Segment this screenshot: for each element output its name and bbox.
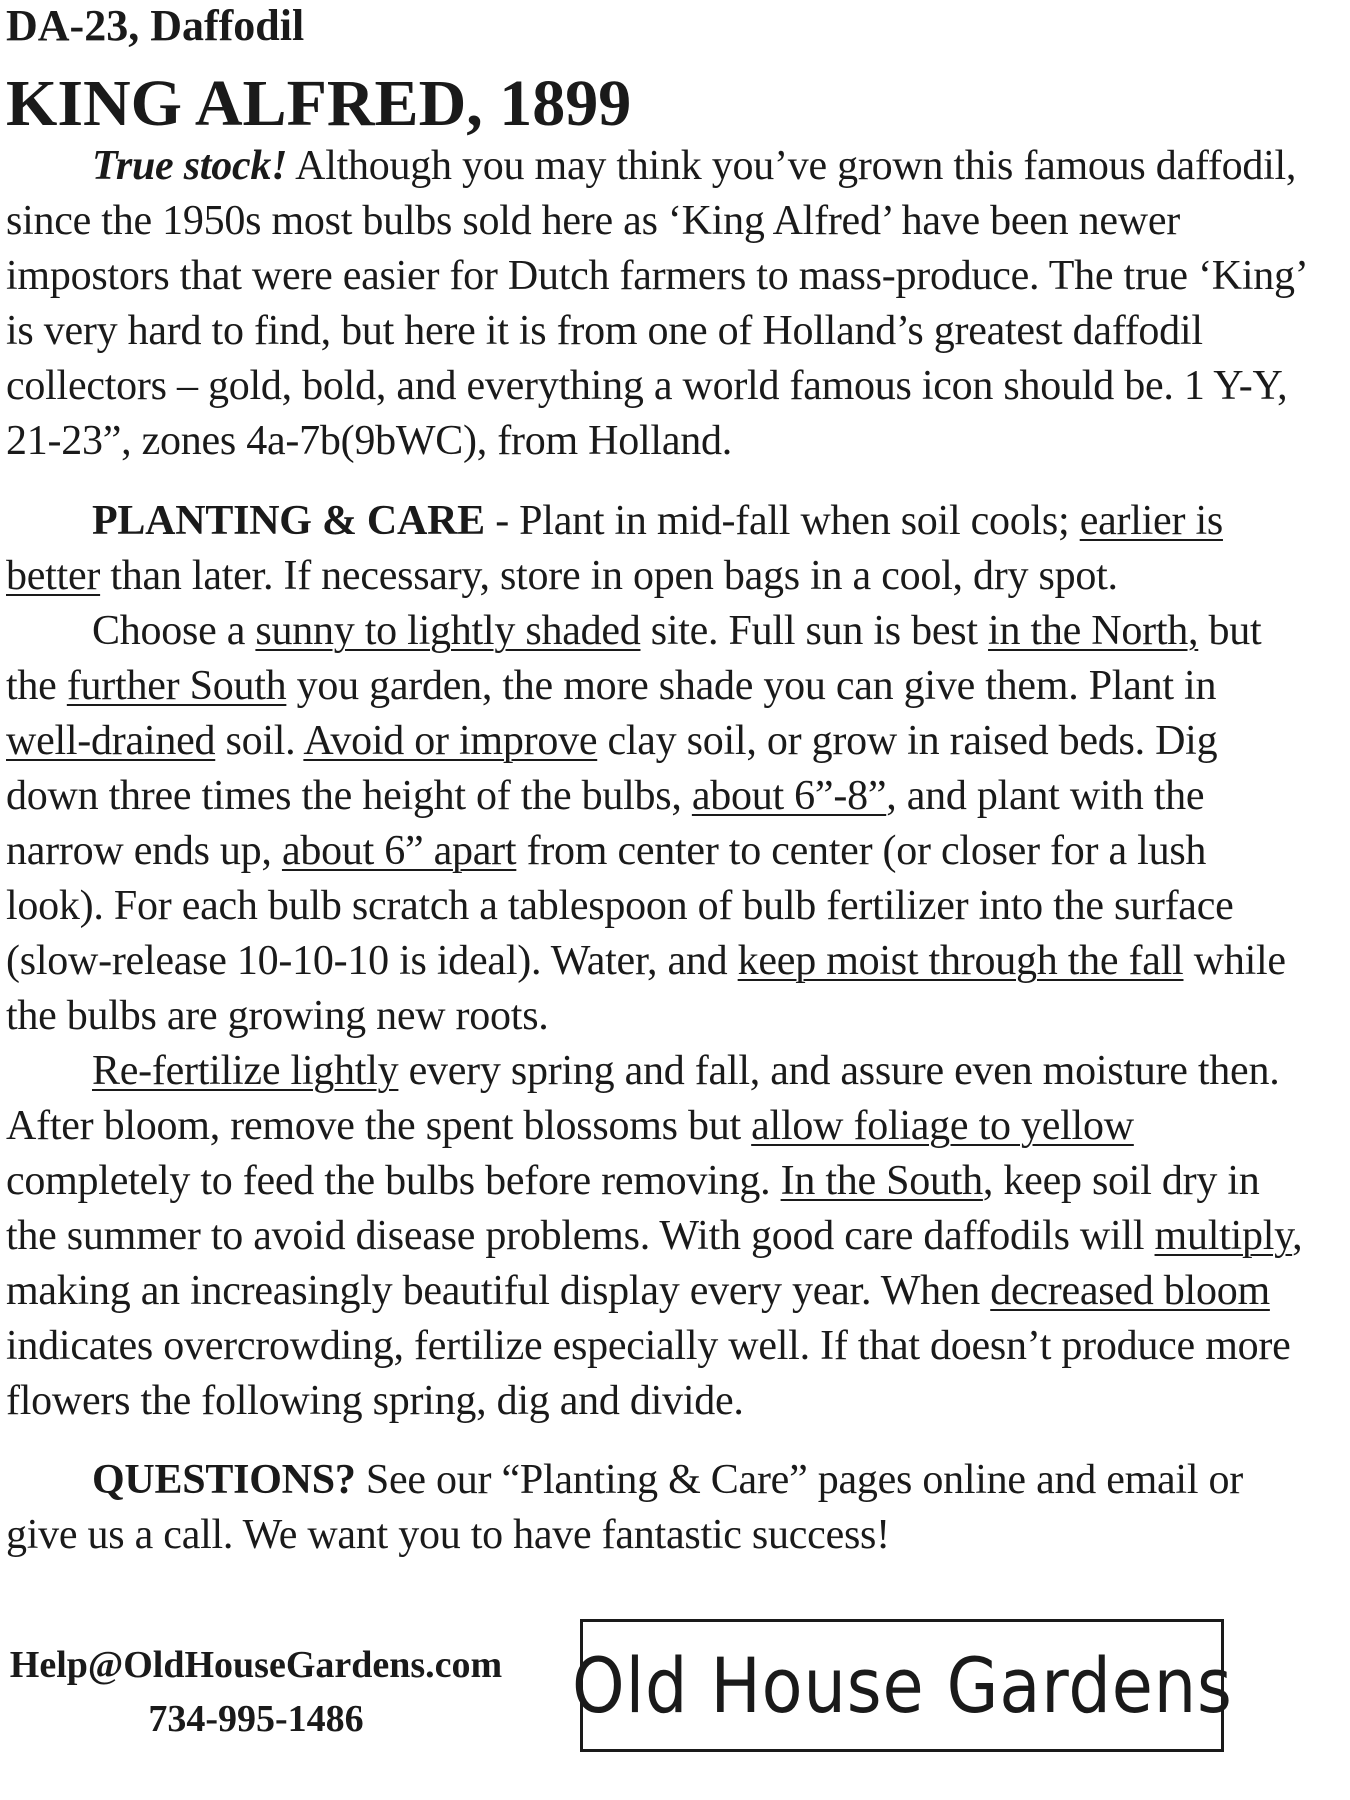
site-text: , and plant with the narrow ends up,: [6, 773, 1205, 874]
page-title: KING ALFRED, 1899: [6, 67, 632, 140]
brand-logo: [571, 1619, 1233, 1752]
site-text: while the bulbs are growing new roots.: [6, 938, 1286, 1039]
site-emphasis: about 6”-8”: [691, 773, 887, 819]
intro-text: Although you may think you’ve grown this famous daffodil, since the 1950s most bulbs sold here as ‘King Alfred’ have been newer impostors that were easier for Dutch farmers to mass-produce. The true ‘King’ is very hard to find, but here it is from one of Holland’s greatest daffodil collectors – gold, bold, and everything a world famous icon should be. 1 Y-Y, 21-23”, zones 4a-7b(9bWC), from Holland.: [6, 143, 1306, 464]
site-emphasis: about 6” apart: [281, 828, 517, 874]
site-emphasis: sunny to lightly shaded: [255, 608, 641, 654]
site-emphasis: further South: [66, 663, 287, 709]
site-emphasis: in the North,: [988, 608, 1199, 654]
care-section: [6, 494, 1306, 1429]
site-emphasis: well-drained: [6, 718, 216, 764]
brand-logo-text: Old House Gardens: [571, 1641, 1233, 1730]
site-text: site. Full sun is best: [640, 608, 989, 654]
site-paragraph: [6, 604, 1306, 1044]
site-text: from center to center (or closer for a lush look). For each bulb scratch a tablespoon of bulb fertilizer into the surface (slow-release 10-10-10 is ideal). Water, and: [6, 828, 1234, 984]
intro-lead: True stock!: [92, 143, 288, 189]
planting-text: - Plant in mid-fall when soil cools;: [484, 498, 1080, 544]
planting-heading: PLANTING & CARE: [92, 498, 485, 544]
site-emphasis: Avoid or improve: [303, 718, 598, 764]
questions-section: [6, 1453, 1306, 1563]
refertilize-text: completely to feed the bulbs before removing.: [6, 1158, 781, 1204]
site-text: clay soil, or grow in raised beds. Dig down three times the height of the bulbs,: [6, 718, 1218, 819]
refertilize-emphasis: Re-fertilize lightly: [92, 1048, 399, 1094]
planting-text: than later. If necessary, store in open bags in a cool, dry spot.: [100, 553, 1118, 599]
refertilize-paragraph: [6, 1044, 1306, 1429]
refertilize-emphasis: allow foliage to yellow: [751, 1103, 1134, 1149]
site-text: you garden, the more shade you can give them. Plant in: [286, 663, 1217, 709]
refertilize-text: , keep soil dry in the summer to avoid disease problems. With good care daffodils will: [6, 1158, 1260, 1259]
email-link[interactable]: Help@OldHouseGardens.com: [9, 1644, 503, 1686]
questions-heading: QUESTIONS?: [92, 1457, 356, 1503]
intro-paragraph: [6, 139, 1306, 469]
refertilize-emphasis: In the South: [780, 1158, 983, 1204]
refertilize-text: , making an increasingly beautiful display every year. When: [6, 1213, 1303, 1314]
intro-section: [6, 139, 1306, 469]
refertilize-text: every spring and fall, and assure even moisture then. After bloom, remove the spent blossoms but: [6, 1048, 1280, 1149]
site-text: soil.: [215, 718, 304, 764]
phone-number: 734-995-1486: [148, 1698, 364, 1740]
questions-text: See our “Planting & Care” pages online and email or give us a call. We want you to have fantastic success!: [6, 1457, 1243, 1558]
product-code: DA-23, Daffodil: [6, 1, 305, 50]
refertilize-emphasis: multiply: [1154, 1213, 1293, 1259]
site-text: but the: [6, 608, 1262, 709]
planting-emphasis: earlier is better: [6, 498, 1223, 599]
refertilize-emphasis: decreased bloom: [990, 1268, 1270, 1314]
site-emphasis: keep moist through the fall: [737, 938, 1184, 984]
contact-block: [6, 1638, 506, 1746]
planting-paragraph: [6, 494, 1306, 604]
questions-paragraph: [6, 1453, 1306, 1563]
refertilize-text: indicates overcrowding, fertilize especially well. If that doesn’t produce more flowers the following spring, dig and divide.: [6, 1323, 1291, 1424]
site-text: Choose a: [92, 608, 256, 654]
